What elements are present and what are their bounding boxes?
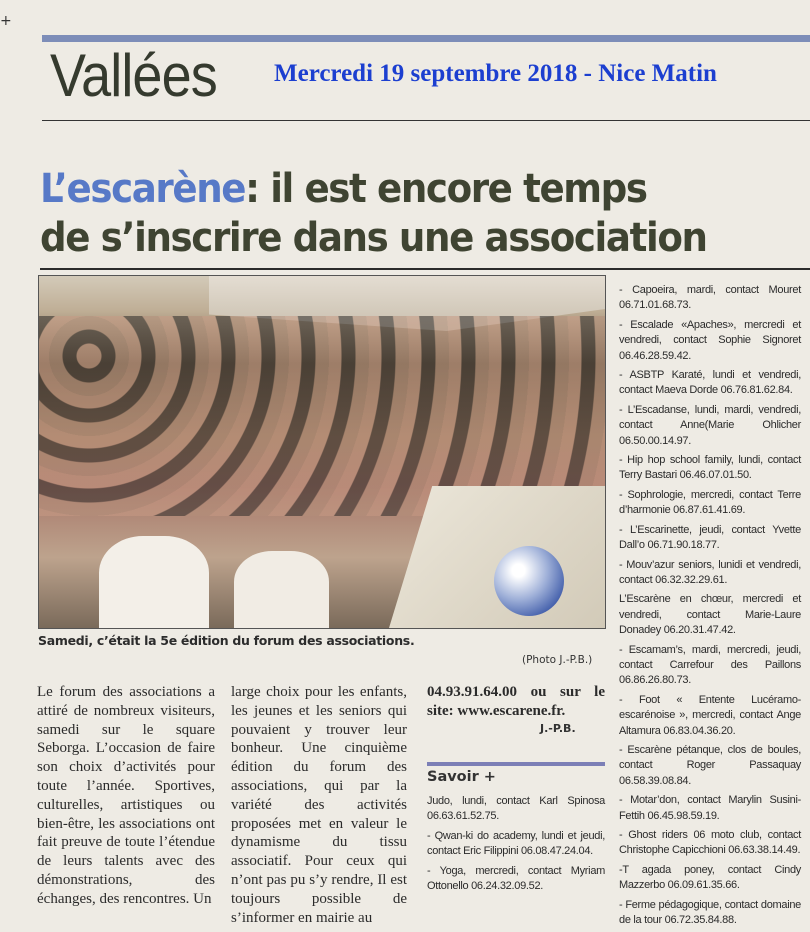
list-item: - Escarène pétanque, clos de boules, contact Roger Passaquay 06.58.39.08.84. [619, 743, 801, 787]
body-text: Le forum des associations a attiré de nombreux visiteurs, samedi sur le square Seborga. L’occasion de faire son choix d’activités pour toute l’année. Sportives, culturelles, artistiques ou bien-être, les associations ont fait preuve de toute l’étendue de leurs talents avec des démonstrations, des échanges, des rencontres. Un [37, 684, 215, 907]
author-signature: J.-P.B. [540, 722, 576, 735]
body-column-3 [427, 683, 605, 721]
body-column-2 [231, 683, 407, 927]
dateline: Mercredi 19 septembre 2018 - Nice Matin [274, 60, 717, 87]
list-item: - Sophrologie, mercredi, contact Terre d’harmonie 06.87.61.41.69. [619, 488, 801, 517]
list-item: - Ghost riders 06 moto club, contact Christophe Capicchioni 06.63.38.14.49. [619, 829, 801, 857]
registration-mark: + [0, 13, 12, 29]
article-photo [38, 275, 606, 629]
body-text: large choix pour les enfants, les jeunes et les seniors qui pouvaient y trouver leur bonheur. Une cinquième édition du forum des associations, qui par la variété des activités proposées met en valeur le dynamisme du tissu associatif. Pour ceux qui n’ont pas pu s’y rendre, Il est toujours possible de s’informer en mairie au [231, 684, 407, 926]
list-item: - Escalade «Apaches», mercredi et vendredi, contact Sophie Signoret 06.46.28.59.42. [619, 318, 801, 362]
list-item: - L’Escadanse, lundi, mardi, vendredi, contact Anne(Marie Ohlicher 06.50.00.14.97. [619, 403, 801, 447]
section-title: Vallées [50, 42, 217, 109]
list-item: - Motar’don, contact Marylin Susini-Fettih 06.45.98.59.19. [619, 794, 801, 822]
list-item: - Escamam’s, mardi, mercredi, jeudi, contact Carrefour des Paillons 06.86.26.80.73. [619, 643, 801, 687]
savoir-list-a [427, 794, 605, 898]
header-rule [42, 120, 810, 121]
savoir-title: Savoir + [427, 769, 496, 785]
headline-line2: de s’inscrire dans une association [40, 215, 707, 261]
list-item: - Yoga, mercredi, contact Myriam Ottonello 06.24.32.09.52. [427, 864, 605, 893]
headline-rule [40, 268, 810, 270]
body-column-1 [37, 683, 215, 909]
savoir-bar [427, 762, 605, 766]
list-item: Judo, lundi, contact Karl Spinosa 06.63.61.52.75. [427, 795, 605, 823]
list-item: - Foot « Entente Lucéramo-escarénoise », mercredi, contact Ange Altamura 06.83.04.36.20. [619, 693, 801, 737]
list-item: - Mouv’azur seniors, lunidi et vendredi, contact 06.32.32.29.61. [619, 558, 801, 586]
list-item: - Hip hop school family, lundi, contact Terry Bastari 06.46.07.01.50. [619, 454, 801, 482]
list-item: L’Escarène en chœur, mercredi et vendredi, contact Marie-Laure Donadey 06.20.31.47.42. [619, 593, 801, 637]
photo-ball [494, 546, 564, 616]
list-item: - L’Escarinette, jeudi, contact Yvette Dall’o 06.71.90.18.77. [619, 523, 801, 552]
headline [40, 165, 707, 263]
headline-line1: : il est encore temps [245, 166, 647, 212]
body-text: 04.93.91.64.00 ou sur le site: www.escarene.fr. [427, 684, 605, 719]
photo-child [234, 551, 329, 628]
headline-location: L’escarène [40, 166, 246, 212]
list-item: - Ferme pédagogique, contact domaine de la tour 06.72.35.84.88. [619, 898, 801, 927]
savoir-list-b [619, 283, 801, 932]
photo-caption: Samedi, c’était la 5e édition du forum des associations. [38, 633, 415, 648]
photo-credit: (Photo J.-P.B.) [522, 654, 593, 666]
list-item: - Qwan-ki do academy, lundi et jeudi, contact Eric Filippini 06.08.47.24.04. [427, 829, 605, 858]
list-item: - Capoeira, mardi, contact Mouret 06.71.01.68.73. [619, 284, 801, 312]
list-item: -T agada poney, contact Cindy Mazzerbo 06.09.61.35.66. [619, 863, 801, 892]
photo-child [99, 536, 209, 628]
list-item: - ASBTP Karaté, lundi et vendredi, contact Maeva Dorde 06.76.81.62.84. [619, 369, 801, 397]
